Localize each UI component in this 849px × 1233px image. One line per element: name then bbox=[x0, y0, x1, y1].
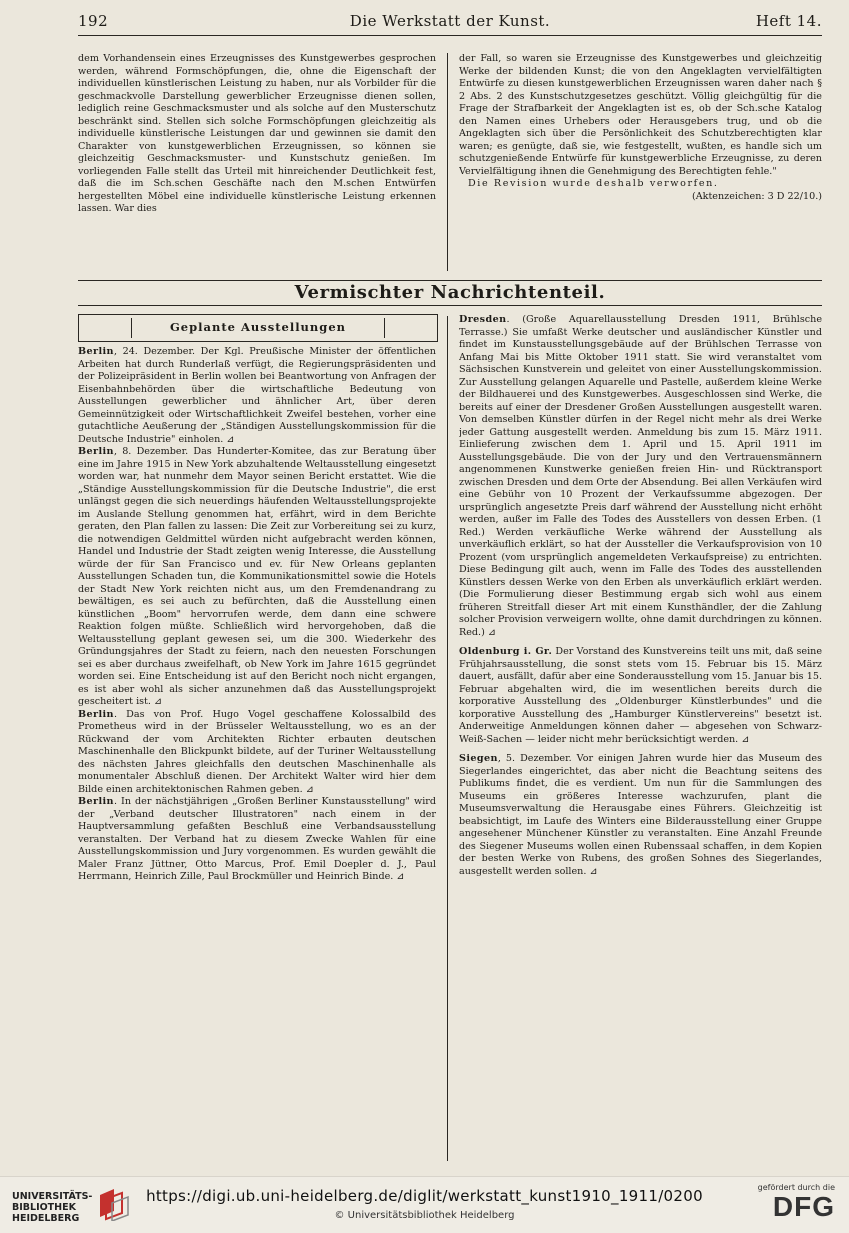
copyright-notice: © Universitätsbibliothek Heidelberg bbox=[334, 1210, 515, 1221]
section-rule-bottom bbox=[78, 305, 822, 306]
news-left-column bbox=[78, 346, 436, 1166]
news-entry bbox=[78, 709, 436, 797]
entry-place: Berlin bbox=[78, 796, 114, 807]
entry-sign: ⊿ bbox=[305, 783, 314, 795]
news-entry bbox=[459, 314, 822, 639]
library-name-line2: BIBLIOTHEK bbox=[12, 1202, 76, 1213]
news-entry bbox=[78, 796, 436, 884]
issue-number: Heft 14. bbox=[755, 12, 822, 30]
entry-place: Berlin bbox=[78, 346, 114, 357]
page-number: 192 bbox=[78, 12, 109, 30]
entry-sign: ⊿ bbox=[741, 733, 750, 745]
entry-text: . (Große Aquarellausstellung Dresden 1911, Brühlsche Terrasse.) Sie umfaßt Werke deutscher und ausländischer Künstler und findet im Kunstausstellungsgebäude auf der Brühlschen Terrasse von Anfang Mai bis Mitte Oktober 1911 statt. Sie wird veranstaltet vom Sächsischen Kunstverein und geleitet von einer Ausstellungskommission. Zur Ausstellung gelangen Aquarelle und Pastelle, außerdem kleine Werke der Bildhauerei und des Kunstgewerbes. Ausgeschlossen sind Werke, die bereits auf einer der Dresdener Großen Ausstellungen ausgestellt waren. Von demselben Künstler dürfen in der Regel nicht mehr als drei Werke jeder Gattung ausgestellt werden. Anmeldung bis zum 15. März 1911. Einlieferung zwischen dem 1. April und 15. April 1911 im Ausstellungsgebäude. Die von der Jury und den Vertrauensmännern angenommenen Kunstwerke genießen freien Hin- und Rücktransport zwischen Dresden und dem Orte der Absendung. Bei allen Verkäufen wird eine Gebühr von 10 Prozent der Verkaufssumme abgezogen. Der ursprünglich angesetzte Preis darf während der Ausstellung nicht erhöht werden, außer im Falle des Todes des Ausstellers von dessen Erben. (1 Red.) Werden verkäufliche Werke während der Ausstellung als unverkäuflich erklärt, so hat der Aussteller die Verkaufsprovision von 10 Prozent (vom ursprünglich angemeldeten Verkaufspreise) zu entrichten. Diese Bedingung gilt auch, wenn im Falle des Todes des ausstellenden Künstlers dessen Werke von den Erben als unverkäuflich erklärt werden. (Die Formulierung dieser Bestimmung ergab sich wohl aus einem früheren Streitfall dieser Art mit einem Kunsthändler, der die Zahlung solcher Provision verweigern wollte, ohne damit durchdringen zu können. Red.) bbox=[459, 314, 822, 638]
section-title: Vermischter Nachrichtenteil. bbox=[294, 282, 606, 303]
category-box bbox=[78, 314, 438, 342]
library-name-line1: UNIVERSITÄTS- bbox=[12, 1191, 93, 1202]
news-entry bbox=[459, 753, 822, 878]
dfg-wordmark: DFG bbox=[772, 1191, 835, 1222]
entry-text: , 5. Dezember. Vor einigen Jahren wurde hier das Museum des Siegerlandes eingerichtet, das aber nicht die Beachtung seitens des Publikums findet, die es verdient. Um nun für die Sammlungen des Museums ein größeres Interesse wachzurufen, plant die Museumsverwaltung die Herausgabe eines Führers. Gleichzeitig ist beabsichtigt, im Laufe des Winters eine Bilderausstellung einer Gruppe angesehener Münchener Künstler zu veranstalten. Eine Anzahl Freunde des Siegener Museums wollen einen Rubenssaal schaffen, in dem Kopien der besten Werke von Rubens, des großen Sohnes des Siegerlandes, ausgestellt werden sollen. bbox=[459, 753, 822, 877]
permalink-url[interactable]: https://digi.ub.uni-heidelberg.de/diglit/werkstatt_kunst1910_1911/0200 bbox=[146, 1187, 703, 1205]
library-name-line3: HEIDELBERG bbox=[12, 1213, 80, 1224]
entry-sign: ⊿ bbox=[154, 696, 163, 707]
entry-text: , 8. Dezember. Das Hunderter-Komitee, das zur Beratung über eine im Jahre 1915 in New York abzuhaltende Weltausstellung eingesetzt worden war, hat nunmehr dem Mayor seinen Bericht erstattet. Wie die „Ständige Ausstellungskommission für die Deutsche Industrie", die erst unlängst gegen die sich neuerdings häufenden Weltausstellungsprojekte im Auslande Stellung genommen hat, erfährt, wird in dem Berichte geraten, den Plan fallen zu lassen: Die Zeit zur Vorbereitung sei zu kurz, die notwendigen Geldmittel würden nicht aufgebracht werden können, Handel und Industrie der Stadt zeigten wenig Interesse, die Ausstellung würde der für San Francisco und ev. für New Orleans geplanten Ausstellungen Schaden tun, die Kommunikationsmittel sowie die Hotels der Stadt New York reichten nicht aus, um den Fremdenandrang zu bewältigen, es sei auch zu befürchten, daß die Ausstellung einen künstlichen „Boom" hervorrufen werde, dem dann eine schwere Reaktion folgen müßte. Schließlich wird hervorgehoben, daß die Weltausstellung geplant gewesen sei, um die 300. Wiederkehr des Gründungsjahres der Stadt zu feiern, nach den neuesten Forschungen sei es aber durchaus zweifelhaft, ob New York im Jahre 1615 gegründet worden sei. Eine Entscheidung ist auf den Bericht noch nicht ergangen, es ist aber wohl als sicher anzunehmen daß das Ausstellungsprojekt gescheitert ist. bbox=[78, 446, 436, 707]
section-rule-top bbox=[78, 280, 822, 281]
entry-place: Oldenburg i. Gr. bbox=[459, 646, 553, 657]
top-left-column bbox=[78, 53, 436, 283]
entry-place: Siegen bbox=[459, 753, 498, 764]
journal-title: Die Werkstatt der Kunst. bbox=[349, 12, 551, 30]
news-entry bbox=[78, 346, 436, 446]
entry-sign: ⊿ bbox=[396, 871, 405, 882]
category-title: Geplante Ausstellungen bbox=[131, 318, 385, 338]
entry-text: . In der nächstjährigen „Großen Berliner Kunstausstellung" wird der „Verband deutscher Illustratoren" nach einem in der Hauptversammlung gefaßten Beschluß eine Verbandsausstellung veranstalten. Der Verband hat zu diesem Zwecke Wahlen für eine Ausstellungskommission und Jury vorgenommen. Es wurden gewählt die Maler Franz Jüttner, Otto Marcus, Prof. Emil Doepler d. J., Paul Herrmann, Heinrich Zille, Paul Brockmüller und Heinrich Binde. bbox=[78, 796, 436, 882]
header-rule bbox=[78, 35, 822, 36]
revision-note: Die Revision wurde deshalb verworfen. bbox=[468, 178, 719, 189]
article-paragraph: der Fall, so waren sie Erzeugnisse des Kunstgewerbes und gleichzeitig Werke der bildenden Kunst; die von den Angeklagten vervielfältigten Entwürfe zu diesen kunstgewerblichen Erzeugnissen waren daher nach § 2 Abs. 2 des Kunstschutzgesetzes geschützt. Völlig gleichgültig für die Frage der Strafbarkeit der Angeklagten ist es, ob der Sch.sche Katalog den Namen eines Urhebers oder Herausgebers trug, und ob die Angeklagten sich über die Persönlichkeit des Schutzberechtigten klar waren; es genügte, daß sie, wie festgestellt, wußten, es handle sich um schutzgenießende Entwürfe für kunstgewerbliche Erzeugnisse, zu deren Vervielfältigung ihnen die Genehmigung des Berechtigten fehle." bbox=[459, 53, 822, 177]
entry-place: Dresden bbox=[459, 314, 507, 325]
news-right-column bbox=[459, 314, 822, 1166]
entry-place: Berlin bbox=[78, 446, 114, 457]
entry-text: Der Vorstand des Kunstvereins teilt uns mit, daß seine Frühjahrsausstellung, die sonst stets vom 15. Februar bis 15. März dauert, ausfällt, dafür aber eine Sonderausstellung vom 15. Januar bis 15. Februar abgehalten wird, die im wesentlichen bereits durch die korporative Ausstellung des „Oldenburger Künstlerbundes" und die korporative Ausstellung des „Hamburger Künstlervereins" besetzt ist. Anderweitige Anmeldungen können daher — abgesehen von Schwarz-Weiß-Sachen — leider nicht mehr berücksichtigt werden. bbox=[459, 646, 822, 745]
dfg-logo[interactable] bbox=[745, 1183, 835, 1222]
entry-text: , 24. Dezember. Der Kgl. Preußische Minister der öffentlichen Arbeiten hat durch Runderlaß verfügt, die Regierungspräsidenten und der Polizeipräsident in Berlin wollen bei Beantwortung von Anfragen der Eisenbahnbehörden über die wirtschaftliche Bedeutung von Ausstellungen gewerblicher und ähnlicher Art, über deren Gemeinnützigkeit oder Wirtschaftlichkeit Zweifel bestehen, vorher eine gutachtliche Aeußerung der „Ständigen Ausstellungskommission für die Deutsche Industrie" einholen. bbox=[78, 346, 436, 445]
running-header bbox=[78, 12, 822, 34]
article-paragraph: dem Vorhandensein eines Erzeugnisses des Kunstgewerbes gesprochen werden, während Formschöpfungen, die, ohne die Eigenschaft der individuellen künstlerischen Leistung zu haben, nur als Vorbilder für die geschmackvolle Darstellung gewerblicher Erzeugnisse dienen sollen, lediglich reine Geschmacksmuster und als solche auf den Musterschutz beschränkt sind. Stellen sich solche Formschöpfungen gleichzeitig als individuelle künstlerische Leistungen dar und gewinnen sie damit den Charakter von kunstgewerblichen Erzeugnissen, so können sie gleichzeitig Geschmacksmuster- und Kunstschutz genießen. Im vorliegenden Falle stellt das Urteil mit hinreichender Deutlichkeit fest, daß die im Sch.schen Geschäfte nach den M.schen Entwürfen hergestellten Möbel eine individuelle künstlerische Leistung erkennen lassen. War dies bbox=[78, 53, 436, 214]
funding-note: gefördert durch die bbox=[757, 1183, 835, 1192]
top-right-column bbox=[459, 53, 822, 283]
entry-place: Berlin bbox=[78, 708, 114, 720]
entry-sign: ⊿ bbox=[589, 865, 598, 877]
news-entry bbox=[459, 646, 822, 746]
entry-text: . Das von Prof. Hugo Vogel geschaffene Kolossalbild des Prometheus wird in der Brüsseler Weltausstellung, wo es an der Rückwand der vom Architekten Richter erbauten deutschen Maschinenhalle den Blickpunkt bildete, auf der Turiner Weltausstellung des nächsten Jahres gleichfalls den deutschen Maschinenhalle als monumentaler Abschluß dienen. Der Architekt Walter wird hier dem Bilde einen architektonischen Rahmen geben. bbox=[78, 708, 436, 795]
news-entry bbox=[78, 446, 436, 709]
file-reference: (Aktenzeichen: 3 D 22/10.) bbox=[691, 190, 822, 202]
column-divider bbox=[447, 53, 448, 271]
entry-sign: ⊿ bbox=[226, 433, 235, 445]
viewer-footer bbox=[0, 1176, 849, 1233]
entry-sign: ⊿ bbox=[487, 626, 496, 638]
column-divider bbox=[447, 316, 448, 1161]
